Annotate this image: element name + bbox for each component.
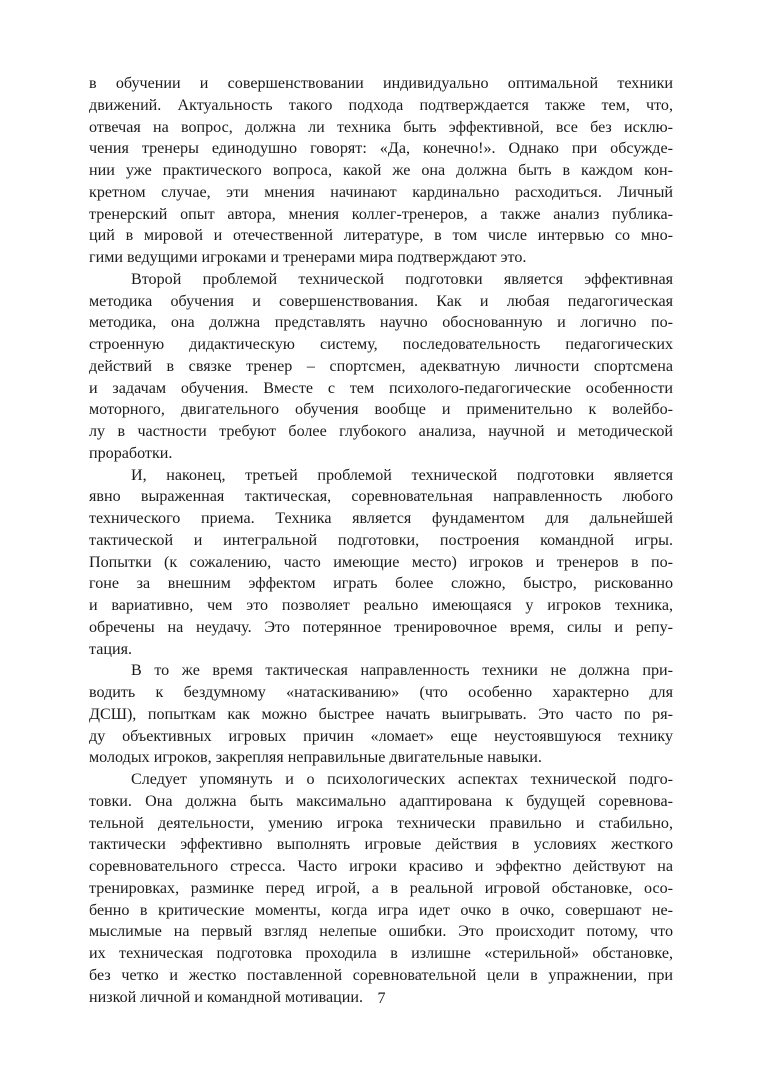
text-line: кретном случае, эти мнения начинают кардинально расходиться. Личный: [89, 183, 673, 201]
text-line: без четко и жестко поставленной соревновательной цели в упражнении, при: [89, 966, 673, 984]
text-line: товки. Она должна быть максимально адаптирована к будущей соревнова-: [89, 792, 673, 810]
text-line: ду объективных игровых причин «ломает» еще неустоявшуюся технику: [89, 727, 673, 745]
text-line: низкой личной и командной мотивации.: [89, 988, 364, 1006]
text-line: Второй проблемой технической подготовки является эффективная: [131, 270, 673, 288]
text-line: тренерский опыт автора, мнения коллег-тренеров, а также анализ публика-: [89, 205, 673, 223]
page-number: 7: [377, 990, 386, 1007]
text-line: тация.: [89, 640, 133, 658]
text-line: в обучении и совершенствовании индивидуально оптимальной техники: [89, 75, 673, 92]
text-line: методика обучения и совершенствования. Как и любая педагогическая: [89, 292, 673, 310]
paragraph: [89, 660, 673, 769]
text-line: тренировках, разминке перед игрой, а в реальной игровой обстановке, осо-: [89, 879, 673, 897]
text-line: водить к бездумному «натаскиванию» (что особенно характерно для: [89, 684, 673, 701]
text-line: методика, она должна представлять научно обоснованную и логично по-: [89, 314, 673, 332]
text-line: Попытки (к сожалению, часто имеющие место) игроков и тренеров в по-: [89, 553, 673, 571]
text-line: проработки.: [89, 444, 173, 462]
text-line: тельной деятельности, умению игрока технически правильно и стабильно,: [89, 814, 673, 832]
text-line: мыслимые на первый взгляд нелепые ошибки. Это происходит потому, что: [89, 923, 673, 941]
text-line: и задачам обучения. Вместе с тем психолого-педагогические особенности: [89, 379, 673, 397]
text-line: нии уже практического вопроса, какой же она должна быть в каждом кон-: [89, 162, 673, 179]
text-line: их техническая подготовка проходила в излишне «стерильной» обстановке,: [89, 945, 673, 962]
paragraph: [89, 73, 673, 269]
text-line: гими ведущими игроками и тренерами мира подтверждают это.: [89, 249, 527, 266]
text-line: В то же время тактическая направленность техники не должна при-: [131, 662, 673, 680]
paragraph: [89, 465, 673, 661]
text-line: И, наконец, третьей проблемой технической подготовки является: [131, 466, 673, 484]
paragraph: [89, 269, 673, 465]
text-line: гоне за внешним эффектом играть более сложно, быстро, рискованно: [89, 575, 673, 593]
text-line: действий в связке тренер – спортсмен, адекватную личности спортсмена: [89, 357, 673, 375]
text-line: ДСШ), попыткам как можно быстрее начать выигрывать. Это часто по ря-: [89, 705, 673, 723]
text-line: технического приема. Техника является фундаментом для дальнейшей: [89, 510, 673, 527]
text-line: соревновательного стресса. Часто игроки красиво и эффектно действуют на: [89, 858, 673, 875]
text-line: обречены на неудачу. Это потерянное тренировочное время, силы и репу-: [89, 618, 673, 636]
text-line: моторного, двигательного обучения вообще и применительно к волейбо-: [89, 401, 673, 419]
text-line: тактически эффективно выполнять игровые действия в условиях жесткого: [89, 836, 673, 854]
text-line: отвечая на вопрос, должна ли техника быть эффективной, все без исклю-: [89, 118, 673, 136]
body-text: [89, 73, 673, 1008]
text-line: тактической и интегральной подготовки, построения командной игры.: [89, 531, 673, 549]
text-line: ций в мировой и отечественной литературе, в том числе интервью со мно-: [89, 227, 673, 245]
text-line: движений. Актуальность такого подхода подтверждается также тем, что,: [89, 96, 673, 114]
text-line: чения тренеры единодушно говорят: «Да, конечно!». Однако при обсужде-: [89, 140, 673, 158]
text-line: строенную дидактическую систему, последовательность педагогических: [89, 336, 673, 353]
text-line: молодых игроков, закрепляя неправильные двигательные навыки.: [89, 749, 542, 767]
text-line: бенно в критические моменты, когда игра идет очко в очко, совершают не-: [89, 901, 673, 919]
paragraph: [89, 769, 673, 1008]
text-line: явно выраженная тактическая, соревновательная направленность любого: [89, 488, 673, 506]
text-line: лу в частности требуют более глубокого анализа, научной и методической: [89, 423, 673, 440]
text-line: и вариативно, чем это позволяет реально имеющаяся у игроков техника,: [89, 597, 673, 614]
text-line: Следует упомянуть и о психологических аспектах технической подго-: [131, 771, 673, 788]
